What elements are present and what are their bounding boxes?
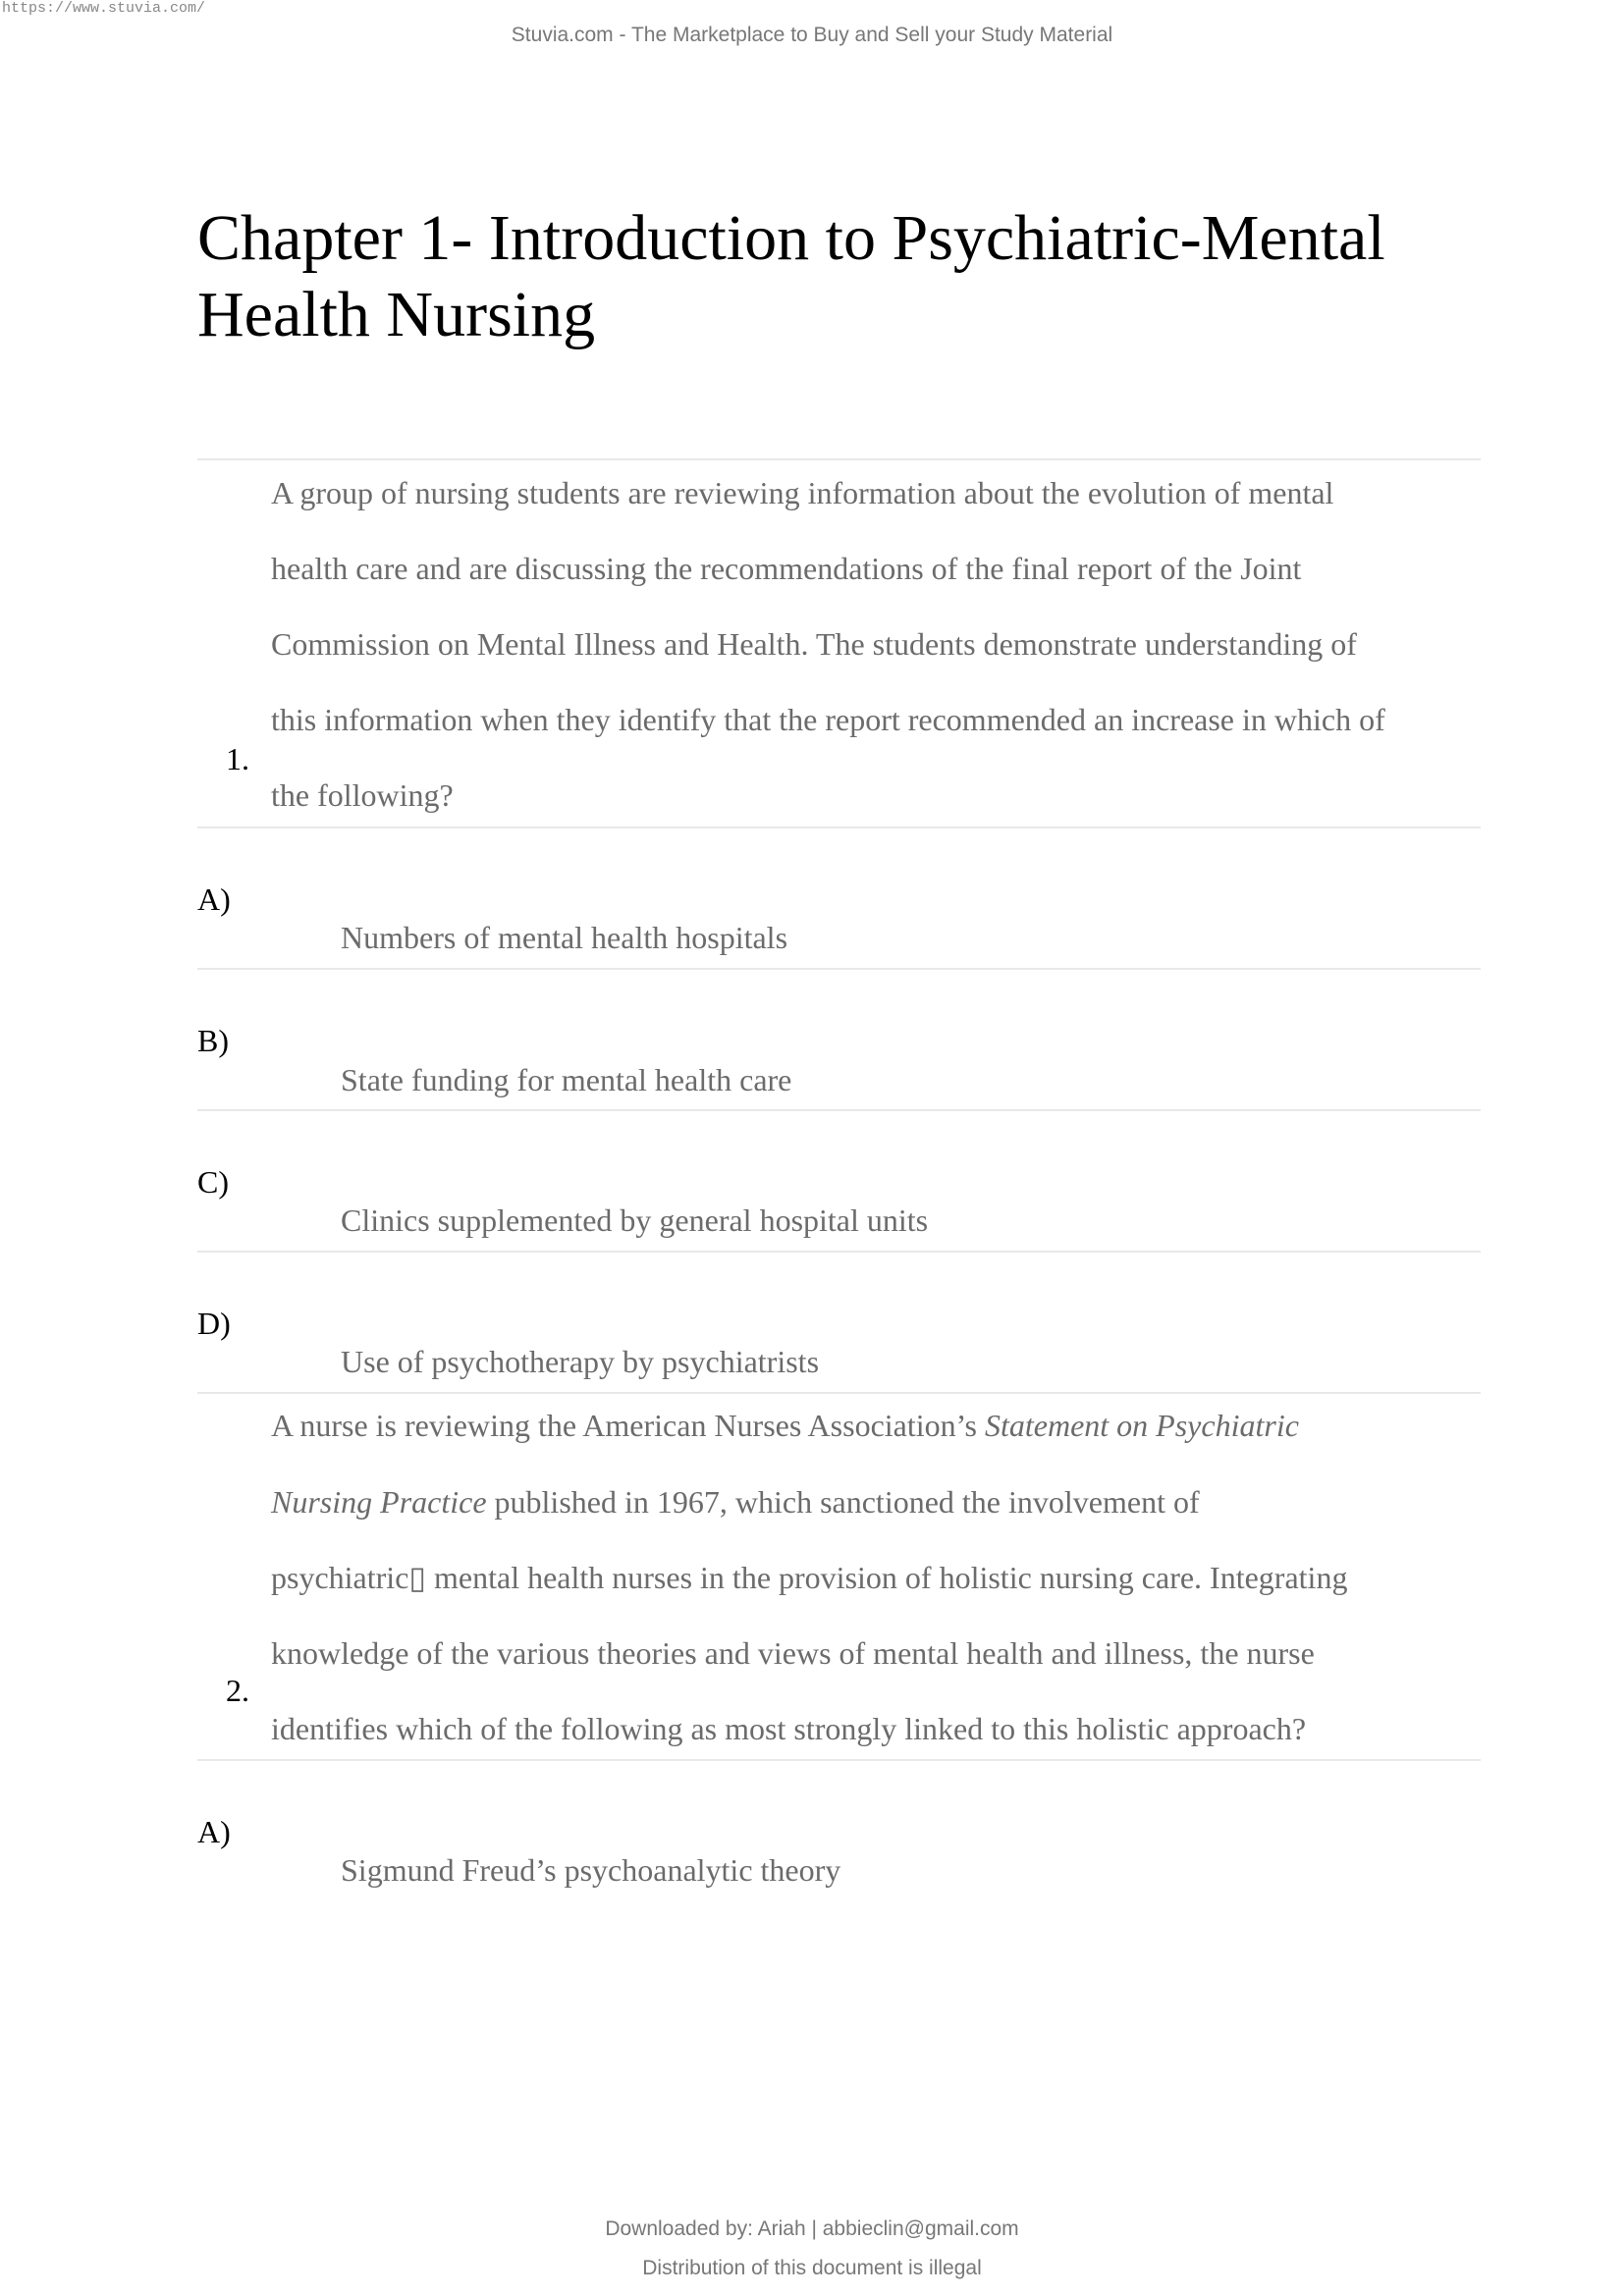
question-1-text-line: health care and are discussing the recommendations of the final report of the Joint (271, 551, 1302, 586)
chapter-title-line-2: Health Nursing (197, 279, 596, 350)
divider (197, 968, 1481, 970)
option-text: Sigmund Freud’s psychoanalytic theory (341, 1852, 841, 1888)
option-text: State funding for mental health care (341, 1062, 792, 1097)
question-2-text-line (271, 1410, 1299, 1441)
question-2-text-line: knowledge of the various theories and views of mental health and illness, the nurse (271, 1635, 1315, 1671)
question-2-text-line: identifies which of the following as most strongly linked to this holistic approach? (271, 1711, 1307, 1746)
option-letter: A) (197, 1814, 231, 1849)
question-2-text-line (271, 1486, 1200, 1518)
question-1-text-line: Commission on Mental Illness and Health. The students demonstrate understanding of (271, 626, 1357, 662)
question-1-text-line: the following? (271, 777, 454, 813)
publication-title: Nursing Practice (271, 1484, 487, 1520)
footer-downloaded-by: Downloaded by: Ariah | abbieclin@gmail.com (605, 2217, 1019, 2240)
option-text: Numbers of mental health hospitals (341, 920, 788, 955)
publication-title: Statement on Psychiatric (984, 1408, 1299, 1443)
text: published in 1967, which sanctioned the involvement of (486, 1484, 1200, 1520)
option-letter: C) (197, 1164, 229, 1200)
option-text: Clinics supplemented by general hospital units (341, 1202, 929, 1238)
divider (197, 1251, 1481, 1253)
option-letter: A) (197, 881, 231, 917)
question-1-number: 1. (226, 741, 249, 776)
footer-notice: Distribution of this document is illegal (642, 2257, 982, 2279)
watermark-url: https://www.stuvia.com/ (2, 0, 206, 17)
option-letter: B) (197, 1023, 229, 1058)
divider (197, 827, 1481, 828)
text: A nurse is reviewing the American Nurses Association’s (271, 1408, 985, 1443)
chapter-title-line-1: Chapter 1- Introduction to Psychiatric-Mental (197, 202, 1385, 274)
divider (197, 1759, 1481, 1761)
question-2-text-line: psychiatric▯ mental health nurses in the provision of holistic nursing care. Integrating (271, 1560, 1348, 1595)
question-2-number: 2. (226, 1673, 249, 1708)
divider (197, 458, 1481, 460)
question-1-text-line: this information when they identify that the report recommended an increase in which of (271, 702, 1385, 737)
divider (197, 1392, 1481, 1394)
option-text: Use of psychotherapy by psychiatrists (341, 1344, 820, 1379)
page-header: Stuvia.com - The Marketplace to Buy and Sell your Study Material (511, 24, 1113, 46)
option-letter: D) (197, 1306, 231, 1341)
question-1-text-line: A group of nursing students are reviewing information about the evolution of mental (271, 475, 1334, 510)
divider (197, 1109, 1481, 1111)
